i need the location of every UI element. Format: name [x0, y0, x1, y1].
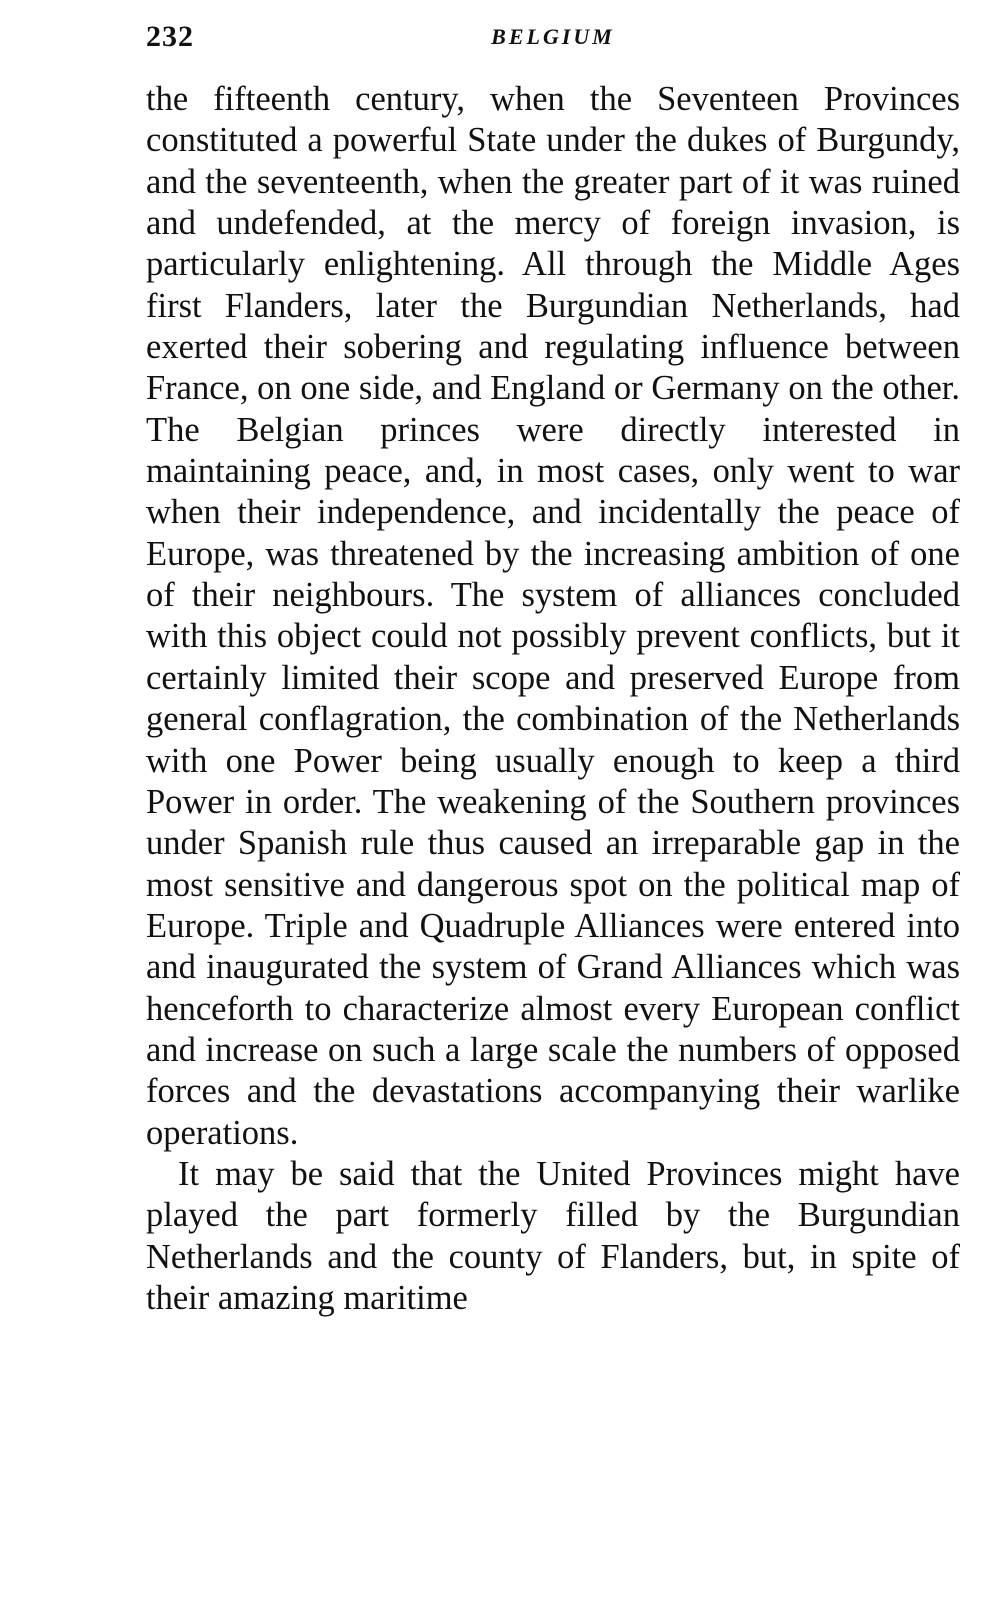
page-number: 232 [146, 20, 194, 53]
running-title: BELGIUM [491, 24, 615, 49]
paragraph-continued: the fifteenth century, when the Seventeen Provinces constituted a powerful State under the dukes of Burgundy, and the seventeenth, when the greater part of it was ruined and undefended, at the mercy of foreign invasion, is particularly enlightening. All through the Middle Ages first Flanders, later the Burgundian Netherlands, had exerted their sobering and regulating influence between France, on one side, and England or Germany on the other. The Belgian princes were directly interested in maintaining peace, and, in most cases, only went to war when their independence, and incidentally the peace of Europe, was threatened by the increasing ambition of one of their neighbours. The system of alliances concluded with this object could not possibly prevent conflicts, but it certainly limited their scope and preserved Europe from general conflagration, the combination of the Netherlands with one Power being usually enough to keep a third Power in order. The weakening of the Southern provinces under Spanish rule thus caused an irreparable gap in the most sensitive and dangerous spot on the political map of Europe. Triple and Quadruple Alliances were entered into and inaugurated the system of Grand Alliances which was henceforth to characterize almost every European conflict and increase on such a large scale the numbers of opposed forces and the devastations accompanying their warlike operations. [146, 80, 960, 1152]
paragraph-united-provinces: It may be said that the United Provinces might have played the part formerly filled by the Burgundian Netherlands and the county of Flanders, but, in spite of their amazing maritime [146, 1154, 960, 1317]
body-text [146, 79, 960, 1319]
running-head [146, 14, 960, 54]
